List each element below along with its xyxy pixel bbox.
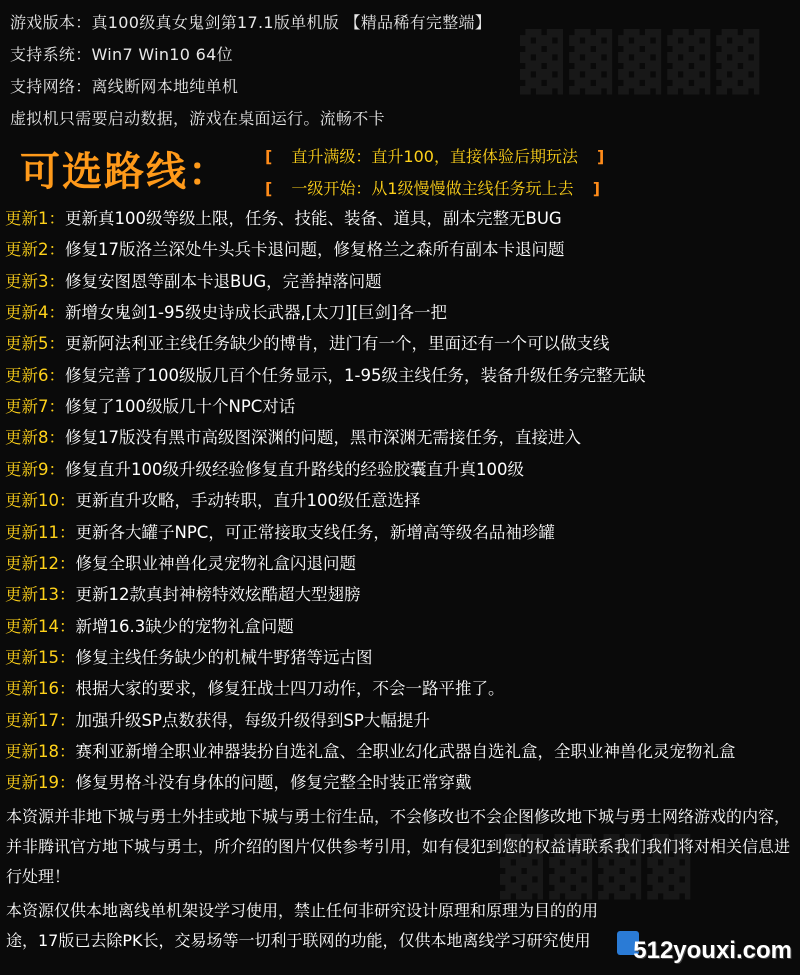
update-label: 更新19：	[5, 773, 76, 793]
update-text: 修复主线任务缺少的机械牛野猪等远古图	[75, 647, 373, 667]
update-text: 修复安图恩等副本卡退BUG，完善掉落问题	[65, 271, 382, 291]
site-watermark: 512youxi.com	[633, 937, 792, 964]
update-text: 加强升级SP点数获得，每级升级得到SP大幅提升	[75, 710, 430, 730]
update-label: 更新4：	[5, 303, 65, 323]
background-watermark-top: ▓▓▓▓▓	[520, 30, 766, 95]
update-label: 更新14：	[5, 616, 76, 636]
update-label: 更新9：	[5, 459, 65, 479]
update-text: 更新各大罐子NPC，可正常接取支线任务，新增高等级名品袖珍罐	[75, 522, 555, 542]
update-text: 新增16.3缺少的宠物礼盒问题	[75, 616, 294, 636]
update-label: 更新12：	[5, 553, 76, 573]
disclaimer-paragraph-2: 本资源仅供本地离线单机架设学习使用，禁止任何非研究设计原理和原理为目的的用途，17版已去除PK长，交易场等一切利于联网的功能，仅供本地离线学习研究使用	[6, 901, 599, 950]
update-item	[5, 769, 472, 793]
update-label: 更新2：	[5, 240, 65, 260]
update-text: 根据大家的要求，修复狂战士四刀动作，不会一路平推了。	[75, 679, 505, 699]
update-text: 修复直升100级升级经验修复直升路线的经验胶囊直升真100级	[65, 459, 524, 479]
update-item	[5, 236, 565, 260]
update-label: 更新6：	[5, 365, 65, 385]
update-item	[5, 487, 421, 511]
update-text: 更新直升攻略，手动转职，直升100级任意选择	[75, 491, 421, 511]
update-label: 更新16：	[5, 679, 76, 699]
update-item	[5, 644, 373, 668]
update-label: 更新1：	[5, 209, 65, 228]
system-line: 支持系统：Win7 Win10 64位	[10, 45, 233, 64]
update-item	[5, 550, 356, 574]
update-label: 更新17：	[5, 710, 76, 730]
routes-title: 可选路线：	[20, 149, 230, 195]
update-item	[5, 424, 581, 448]
route-option-level1	[265, 176, 600, 199]
update-text: 修复完善了100级版几百个任务显示，1-95级主线任务，装备升级任务完整无缺	[65, 365, 646, 385]
update-label: 更新11：	[5, 522, 76, 542]
update-text: 修复17版洛兰深处牛头兵卡退问题，修复格兰之森所有副本卡退问题	[65, 240, 565, 260]
update-label: 更新7：	[5, 397, 65, 417]
update-item	[5, 519, 555, 543]
update-label: 更新5：	[5, 334, 65, 354]
update-text: 修复了100级版几十个NPC对话	[65, 397, 296, 417]
update-item	[5, 738, 736, 762]
update-item	[5, 330, 610, 354]
bracket-open: [	[265, 147, 273, 166]
disclaimer-paragraph-1: 本资源并非地下城与勇士外挂或地下城与勇士衍生品，不会修改也不会企图修改地下城与勇士网络游戏的内容，并非腾讯官方地下城与勇士，所介绍的图片仅供参考引用，如有侵犯到您的权益请联系我们我们将对相关信息进行处理！	[6, 807, 791, 886]
network-line: 支持网络：离线断网本地纯单机	[10, 77, 239, 96]
update-label: 更新13：	[5, 585, 76, 605]
update-item	[5, 362, 645, 386]
update-item	[5, 456, 524, 480]
update-text: 更新真100级等级上限，任务、技能、装备、道具，副本完整无BUG	[65, 209, 562, 228]
route-option-text: 直升满级：直升100，直接体验后期玩法	[291, 147, 578, 166]
update-label: 更新18：	[5, 741, 76, 761]
update-item	[5, 268, 382, 292]
update-text: 修复全职业神兽化灵宠物礼盒闪退问题	[75, 553, 356, 573]
update-label: 更新3：	[5, 271, 65, 291]
update-text: 赛利亚新增全职业神器装扮自选礼盒、全职业幻化武器自选礼盒，全职业神兽化灵宠物礼盒	[75, 741, 736, 761]
route-option-text: 一级开始：从1级慢慢做主线任务玩上去	[291, 179, 574, 198]
bracket-close: ]	[597, 147, 605, 166]
update-text: 修复17版没有黑市高级图深渊的问题，黑市深渊无需接任务，直接进入	[65, 428, 581, 448]
update-item	[5, 613, 294, 637]
vm-line: 虚拟机只需要启动数据，游戏在桌面运行。流畅不卡	[10, 109, 385, 128]
update-label: 更新15：	[5, 647, 76, 667]
update-item	[5, 205, 562, 229]
bracket-open: [	[265, 179, 273, 198]
bracket-close: ]	[592, 179, 600, 198]
update-text: 新增女鬼剑1-95级史诗成长武器,[太刀][巨剑]各一把	[65, 303, 447, 323]
background-watermark-bottom: ▓▓▓▓	[500, 835, 697, 900]
route-option-max	[265, 144, 604, 167]
update-item	[5, 581, 361, 605]
update-item	[5, 299, 447, 323]
update-item	[5, 393, 295, 417]
update-text: 更新12款真封神榜特效炫酷超大型翅膀	[75, 585, 361, 605]
update-label: 更新10：	[5, 491, 76, 511]
update-item	[5, 707, 430, 731]
version-line: 游戏版本：真100级真女鬼剑第17.1版单机版 【精品稀有完整端】	[10, 13, 492, 32]
update-text: 修复男格斗没有身体的问题，修复完整全时装正常穿戴	[75, 773, 472, 793]
update-text: 更新阿法利亚主线任务缺少的博肯，进门有一个，里面还有一个可以做支线	[65, 334, 610, 354]
update-label: 更新8：	[5, 428, 65, 448]
update-item	[5, 675, 505, 699]
